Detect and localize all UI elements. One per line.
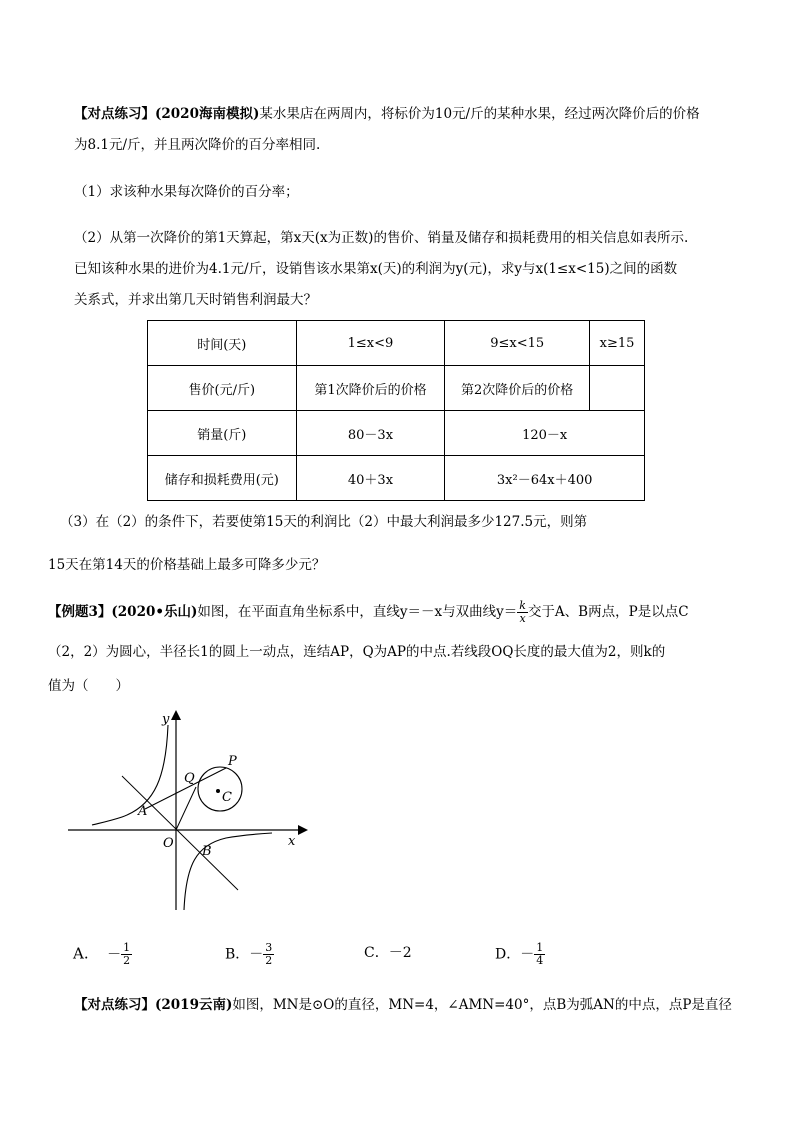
- label-a: A: [138, 804, 148, 819]
- label-c: C: [222, 790, 232, 805]
- option-b[interactable]: [225, 942, 274, 967]
- fraction-denominator: 2: [265, 954, 273, 967]
- practice-source: (2020海南模拟): [155, 106, 260, 122]
- info-table: [147, 320, 645, 501]
- practice2-line1: [74, 993, 732, 1013]
- practice-source: (2019云南): [155, 997, 233, 1013]
- x-axis-arrow: [298, 825, 308, 835]
- option-fraction: [534, 942, 545, 967]
- table-cell: 120－x: [445, 411, 645, 456]
- table-cell: 1≤x<9: [296, 321, 445, 366]
- option-c[interactable]: [364, 942, 412, 962]
- label-y: y: [162, 712, 170, 727]
- example3-line2: （2，2）为圆心，半径长1的圆上一动点，连结AP，Q为AP的中点.若线段OQ长度的最大值为2，则k的: [48, 644, 666, 660]
- table-cell: 3x²－64x＋400: [445, 456, 645, 501]
- option-letter: B．: [225, 946, 250, 963]
- practice-text: 如图，MN是⊙O的直径，MN=4，∠AMN=40°，点B为弧AN的中点，点P是直径: [232, 997, 732, 1013]
- table-cell: 时间(天): [148, 321, 297, 366]
- hyperbola-branch-lower-right: [184, 833, 272, 910]
- table-row: [148, 366, 645, 411]
- k-over-x-fraction: [517, 600, 528, 625]
- practice1-line1: [74, 102, 700, 122]
- table-cell: 第2次降价后的价格: [445, 366, 590, 411]
- example-source: (2020•乐山): [111, 604, 198, 620]
- coordinate-figure: [60, 705, 310, 920]
- table-cell: 售价(元/斤): [148, 366, 297, 411]
- option-letter: D．: [495, 946, 521, 963]
- label-q: Q: [184, 771, 195, 786]
- fraction-numerator: 1: [536, 941, 544, 954]
- table-cell: 销量(斤): [148, 411, 297, 456]
- label-o: O: [163, 836, 174, 851]
- option-letter: A.: [73, 944, 89, 963]
- practice-tag: 【对点练习】: [74, 106, 155, 122]
- option-fraction: [263, 942, 274, 967]
- question-2-line3: 关系式，并求出第几天时销售利润最大？: [74, 292, 317, 308]
- table-cell: x≥15: [590, 321, 645, 366]
- fraction-denominator: 4: [536, 954, 544, 967]
- example3-line1: [48, 600, 689, 625]
- example-tag: 【例题3】: [48, 604, 112, 620]
- example-text-a: 如图，在平面直角坐标系中，直线y＝－x与双曲线y＝: [197, 604, 518, 620]
- table-cell: [590, 366, 645, 411]
- table-cell: 第1次降价后的价格: [296, 366, 445, 411]
- fraction-numerator: 3: [265, 941, 273, 954]
- example3-line3: 值为（ ）: [48, 678, 129, 694]
- y-axis-arrow: [171, 710, 181, 720]
- option-sign: －: [520, 946, 535, 963]
- option-fraction: [121, 942, 132, 967]
- table-row: [148, 321, 645, 366]
- practice1-line2: 为8.1元/斤，并且两次降价的百分率相同.: [74, 137, 321, 153]
- table-cell: 储存和损耗费用(元): [148, 456, 297, 501]
- option-letter: C．: [364, 945, 389, 961]
- fraction-denominator: x: [519, 612, 526, 625]
- segment-oq: [176, 787, 196, 830]
- table-row: [148, 411, 645, 456]
- option-sign: －: [107, 946, 122, 963]
- example-text-b: 交于A、B两点，P是以点C: [527, 604, 689, 620]
- fraction-numerator: k: [519, 599, 526, 612]
- table-cell: 40＋3x: [296, 456, 445, 501]
- option-sign: －: [249, 946, 264, 963]
- question-2-line1: （2）从第一次降价的第1天算起，第x天(x为正数)的售价、销量及储存和损耗费用的相关信息如表所示.: [74, 230, 689, 246]
- line-y-neg-x: [122, 776, 238, 890]
- question-3-line1: （3）在（2）的条件下，若要使第15天的利润比（2）中最大利润最多少127.5元，则第: [60, 514, 588, 530]
- label-p: P: [228, 754, 237, 769]
- question-3-line2: 15天在第14天的价格基础上最多可降多少元？: [48, 557, 326, 573]
- label-x: x: [288, 834, 296, 849]
- table-cell: 9≤x<15: [445, 321, 590, 366]
- practice-tag: 【对点练习】: [74, 997, 155, 1013]
- fraction-numerator: 1: [123, 941, 131, 954]
- fraction-denominator: 2: [123, 954, 131, 967]
- table-cell: 80－3x: [296, 411, 445, 456]
- option-a[interactable]: [73, 942, 132, 967]
- point-c: [216, 789, 220, 793]
- circle-c: [198, 767, 242, 811]
- label-b: B: [202, 844, 212, 859]
- option-d[interactable]: [495, 942, 545, 967]
- table-row: [148, 456, 645, 501]
- question-2-line2: 已知该种水果的进价为4.1元/斤，设销售该水果第x(天)的利润为y(元)，求y与x(1≤x<15)之间的函数: [74, 261, 678, 277]
- question-1: （1）求该种水果每次降价的百分率；: [74, 184, 299, 200]
- option-value: －2: [388, 945, 412, 961]
- practice-text: 某水果店在两周内，将标价为10元/斤的某种水果，经过两次降价后的价格: [259, 106, 700, 122]
